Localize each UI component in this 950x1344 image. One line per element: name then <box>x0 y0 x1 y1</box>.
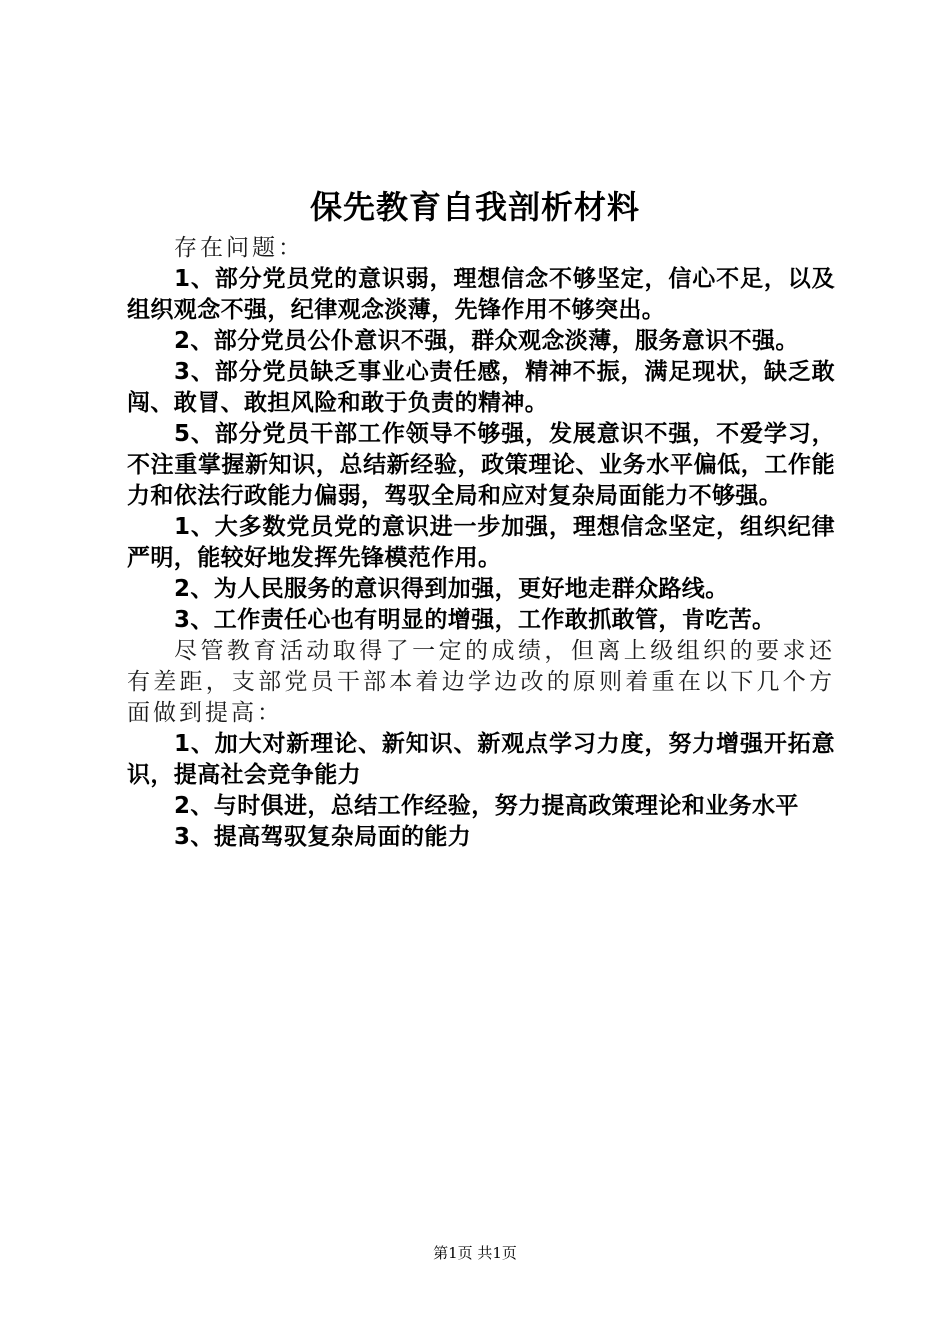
section-heading-problems: 存在问题： <box>174 235 304 261</box>
improvement-item-2: 2、与时俱进，总结工作经验，努力提高政策理论和业务水平 <box>174 793 799 819</box>
document-title: 保先教育自我剖析材料 <box>309 188 640 226</box>
problem-item-5: 5、部分党员干部工作领导不够强，发展意识不强，不爱学习，不注重掌握新知识，总结新经验，政策理论、业务水平偏低，工作能力和依法行政能力偏弱，驾驭全局和应对复杂局面能力不够强。 <box>127 421 835 509</box>
problem-item-3: 3、部分党员缺乏事业心责任感，精神不振，满足现状，缺乏敢闯、敢冒、敢担风险和敢于负责的精神。 <box>127 359 835 416</box>
page-footer: 第1页 共1页 <box>433 1244 517 1262</box>
document-body <box>127 233 835 853</box>
improvement-intro: 尽管教育活动取得了一定的成绩，但离上级组织的要求还有差距，支部党员干部本着边学边改的原则着重在以下几个方面做到提高： <box>127 638 835 726</box>
result-item-1: 1、大多数党员党的意识进一步加强，理想信念坚定，组织纪律严明，能较好地发挥先锋模范作用。 <box>127 514 835 571</box>
result-item-3: 3、工作责任心也有明显的增强，工作敢抓敢管，肯吃苦。 <box>174 607 776 633</box>
problem-item-1: 1、部分党员党的意识弱，理想信念不够坚定，信心不足，以及组织观念不强，纪律观念淡薄，先锋作用不够突出。 <box>127 266 835 323</box>
improvement-item-1: 1、加大对新理论、新知识、新观点学习力度，努力增强开拓意识，提高社会竞争能力 <box>127 731 835 788</box>
problem-item-2: 2、部分党员公仆意识不强，群众观念淡薄，服务意识不强。 <box>174 328 799 354</box>
result-item-2: 2、为人民服务的意识得到加强，更好地走群众路线。 <box>174 576 729 602</box>
improvement-item-3: 3、提高驾驭复杂局面的能力 <box>174 824 472 850</box>
